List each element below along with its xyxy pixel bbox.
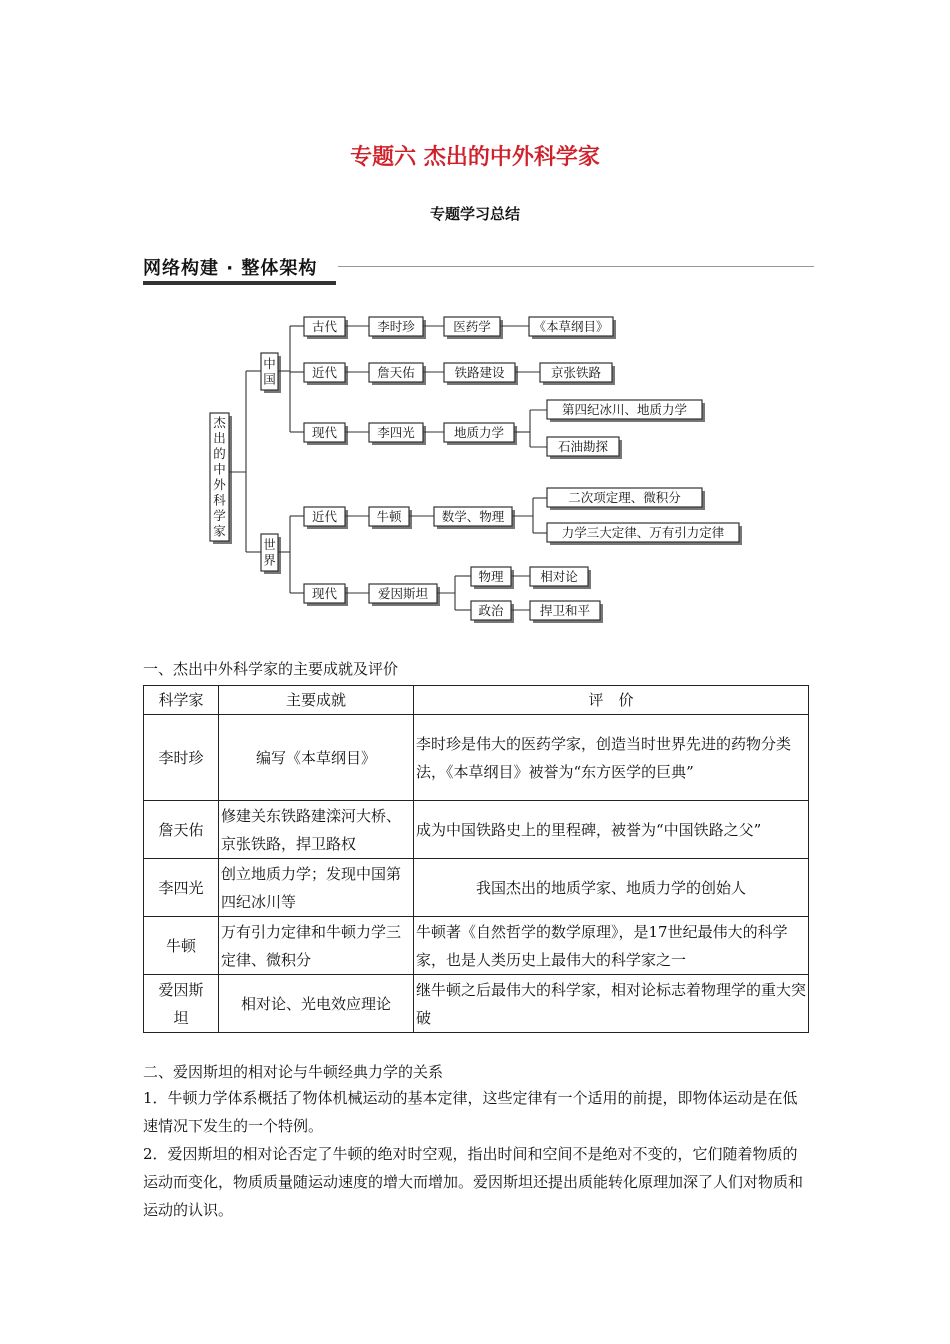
svg-text:牛顿: 牛顿 (376, 509, 402, 524)
node-field (471, 567, 514, 589)
svg-text:古代: 古代 (311, 319, 338, 334)
node-era (304, 317, 348, 339)
paragraph-2: 2．爱因斯坦的相对论否定了牛顿的绝对时空观，指出时间和空间不是绝对不变的，它们随着物质的运动而变化，物质质量随运动速度的增大而增加。爱因斯坦还提出质能转化原理加深了人们对物质和运动的认识。 (143, 1145, 804, 1219)
node-person (369, 363, 426, 385)
node-era (304, 584, 348, 606)
svg-text:出: 出 (213, 430, 226, 446)
node-era (304, 363, 348, 385)
node-world (261, 534, 281, 574)
section-heading-2: 二、爱因斯坦的相对论与牛顿经典力学的关系 (143, 1063, 444, 1081)
svg-text:《本草纲目》: 《本草纲目》 (533, 319, 609, 334)
section-heading-1: 一、杰出中外科学家的主要成就及评价 (143, 660, 399, 678)
header-achievement: 主要成就 (219, 686, 414, 715)
header-evaluation: 评 价 (414, 686, 809, 715)
svg-text:的: 的 (213, 446, 226, 461)
cell-achievement: 相对论、光电效应理论 (219, 975, 414, 1033)
cell-evaluation: 成为中国铁路史上的里程碑，被誉为“中国铁路之父” (414, 801, 809, 859)
node-field (471, 601, 514, 623)
svg-text:国: 国 (263, 371, 276, 387)
table-header-row (144, 686, 809, 715)
svg-text:杰: 杰 (213, 415, 226, 430)
svg-text:力学三大定律、万有引力定律: 力学三大定律、万有引力定律 (561, 525, 725, 540)
svg-text:二次项定理、微积分: 二次项定理、微积分 (568, 490, 681, 505)
node-result (530, 567, 591, 589)
svg-text:现代: 现代 (311, 425, 338, 440)
header-scientist: 科学家 (144, 686, 219, 715)
node-field (444, 317, 503, 339)
svg-text:中: 中 (263, 356, 276, 371)
node-person (369, 423, 426, 445)
svg-text:石油勘探: 石油勘探 (557, 439, 609, 454)
node-field (434, 507, 515, 529)
table-row (144, 859, 809, 917)
paragraph-1: 1．牛顿力学体系概括了物体机械运动的基本定律，这些定律有一个适用的前提，即物体运动是在低速情况下发生的一个特例。 (143, 1089, 798, 1135)
node-field (444, 423, 517, 445)
svg-text:界: 界 (263, 552, 276, 568)
cell-name: 李时珍 (144, 715, 219, 801)
page-subtitle: 专题学习总结 (429, 205, 520, 223)
node-field (444, 363, 518, 385)
svg-text:李四光: 李四光 (377, 425, 415, 440)
concept-map (0, 0, 950, 640)
svg-text:爱因斯坦: 爱因斯坦 (377, 586, 429, 601)
svg-text:京张铁路: 京张铁路 (550, 365, 602, 380)
cell-evaluation: 我国杰出的地质学家、地质力学的创始人 (414, 859, 809, 917)
node-era (304, 507, 348, 529)
svg-text:铁路建设: 铁路建设 (454, 365, 505, 380)
table-row (144, 715, 809, 801)
node-era (304, 423, 348, 445)
node-result (547, 488, 705, 510)
node-result (529, 317, 616, 339)
svg-text:地质力学: 地质力学 (453, 425, 505, 440)
node-result (530, 601, 603, 623)
cell-name: 爱因斯坦 (144, 975, 219, 1033)
node-person (369, 584, 440, 606)
svg-text:近代: 近代 (311, 365, 338, 380)
cell-evaluation: 继牛顿之后最伟大的科学家，相对论标志着物理学的重大突破 (414, 975, 809, 1033)
svg-text:数学、物理: 数学、物理 (441, 509, 505, 524)
svg-text:詹天佑: 詹天佑 (377, 365, 415, 380)
svg-text:李时珍: 李时珍 (377, 319, 415, 334)
cell-achievement: 创立地质力学；发现中国第四纪冰川等 (219, 859, 414, 917)
svg-text:外: 外 (213, 477, 226, 492)
svg-text:近代: 近代 (311, 509, 338, 524)
svg-text:现代: 现代 (311, 586, 338, 601)
svg-text:家: 家 (213, 523, 226, 539)
node-root (210, 413, 232, 544)
svg-text:科: 科 (213, 492, 226, 508)
node-result (547, 400, 705, 422)
node-result (540, 363, 615, 385)
node-china (261, 353, 281, 393)
cell-name: 牛顿 (144, 917, 219, 975)
cell-achievement: 编写《本草纲目》 (219, 715, 414, 801)
svg-text:学: 学 (213, 508, 226, 523)
cell-name: 詹天佑 (144, 801, 219, 859)
svg-text:相对论: 相对论 (540, 569, 578, 584)
svg-text:第四纪冰川、地质力学: 第四纪冰川、地质力学 (561, 402, 688, 417)
svg-text:捍卫和平: 捍卫和平 (539, 603, 591, 618)
svg-text:政治: 政治 (478, 603, 504, 618)
cell-evaluation: 李时珍是伟大的医药学家，创造当时世界先进的药物分类法，《本草纲目》被誉为“东方医学的巨典” (414, 715, 809, 801)
scientist-table (143, 685, 809, 1033)
svg-text:世: 世 (263, 537, 276, 552)
table-row (144, 801, 809, 859)
page-title: 专题六 杰出的中外科学家 (350, 145, 600, 170)
banner-label: 网络构建 · 整体架构 (143, 258, 318, 279)
svg-text:中: 中 (213, 461, 226, 477)
cell-evaluation: 牛顿著《自然哲学的数学原理》，是17世纪最伟大的科学家，也是人类历史上最伟大的科学家之一 (414, 917, 809, 975)
table-row (144, 975, 809, 1033)
table-row (144, 917, 809, 975)
cell-name: 李四光 (144, 859, 219, 917)
svg-text:医药学: 医药学 (453, 319, 491, 334)
cell-achievement: 修建关东铁路建滦河大桥、京张铁路，捍卫路权 (219, 801, 414, 859)
node-person (369, 317, 426, 339)
node-person (369, 507, 412, 529)
node-result (547, 523, 742, 545)
node-result (547, 437, 622, 459)
cell-achievement: 万有引力定律和牛顿力学三定律、微积分 (219, 917, 414, 975)
svg-text:物理: 物理 (478, 569, 504, 584)
